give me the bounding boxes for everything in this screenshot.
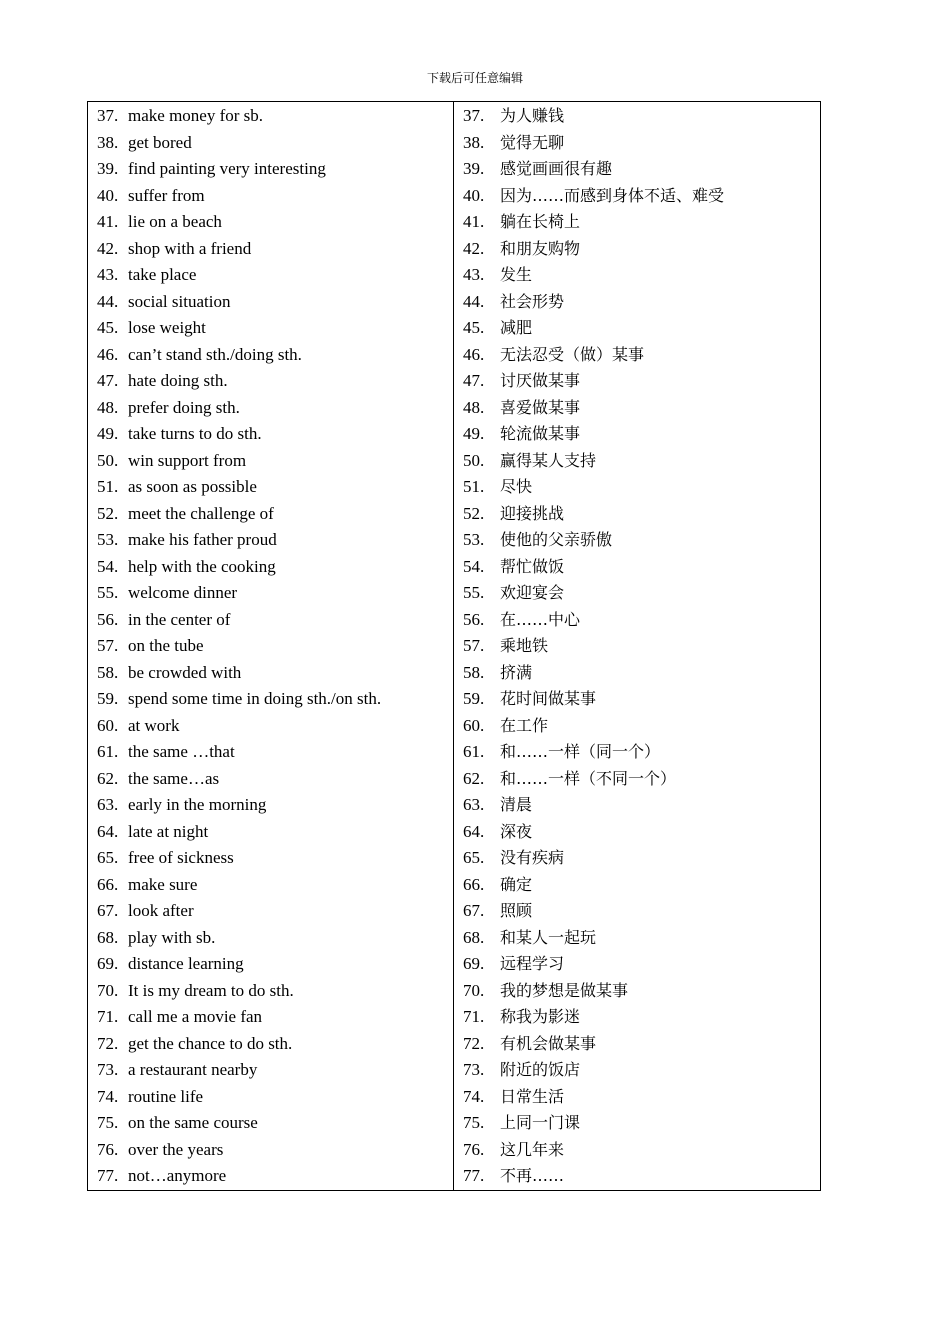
item-number: 73. xyxy=(463,1060,485,1079)
chinese-translation-row xyxy=(463,130,820,157)
item-text: in the center of xyxy=(128,609,231,629)
chinese-translation-row xyxy=(463,739,820,766)
english-phrase-row xyxy=(97,209,453,236)
item-text: 花时间做某事 xyxy=(500,689,597,708)
item-text: be crowded with xyxy=(128,662,242,682)
english-phrase-row xyxy=(97,421,453,448)
item-text: 使他的父亲骄傲 xyxy=(500,530,613,549)
item-text: 和某人一起玩 xyxy=(500,927,597,947)
item-number: 59. xyxy=(97,689,119,708)
item-number: 46. xyxy=(97,344,119,364)
english-phrase-row xyxy=(97,130,453,157)
english-phrase-row xyxy=(97,580,453,607)
item-number: 40. xyxy=(463,185,485,205)
item-text: distance learning xyxy=(128,954,244,973)
english-phrase-row xyxy=(97,1110,453,1137)
item-text: 挤满 xyxy=(500,662,533,682)
item-number: 43. xyxy=(97,265,119,284)
item-text: free of sickness xyxy=(128,848,234,867)
item-number: 37. xyxy=(97,106,119,125)
item-text: 这几年来 xyxy=(500,1139,565,1159)
item-text: 躺在长椅上 xyxy=(500,212,581,231)
english-phrase-row xyxy=(97,607,453,634)
item-text: 和朋友购物 xyxy=(500,238,581,258)
item-number: 69. xyxy=(97,954,119,973)
chinese-translation-row xyxy=(463,951,820,978)
item-number: 42. xyxy=(97,238,119,258)
item-number: 77. xyxy=(97,1166,119,1185)
item-number: 51. xyxy=(97,477,119,496)
item-number: 70. xyxy=(463,980,485,1000)
item-number: 58. xyxy=(97,662,119,682)
item-number: 50. xyxy=(463,450,485,470)
english-phrase-row xyxy=(97,739,453,766)
item-text: 感觉画画很有趣 xyxy=(500,159,613,178)
chinese-translation-row xyxy=(463,898,820,925)
item-text: 和……一样（同一个） xyxy=(500,742,661,761)
english-phrase-row xyxy=(97,872,453,899)
item-number: 68. xyxy=(463,927,485,947)
item-number: 55. xyxy=(463,583,485,602)
item-number: 38. xyxy=(97,132,119,152)
item-number: 67. xyxy=(97,901,119,920)
chinese-translation-row xyxy=(463,1110,820,1137)
english-phrase-row xyxy=(97,183,453,210)
item-text: 减肥 xyxy=(500,318,533,337)
chinese-translation-row xyxy=(463,1084,820,1111)
chinese-translation-row xyxy=(463,607,820,634)
item-text: look after xyxy=(128,901,194,920)
item-text: 清晨 xyxy=(500,795,533,814)
item-text: 远程学习 xyxy=(500,954,565,973)
item-text: shop with a friend xyxy=(128,238,252,258)
item-text: get the chance to do sth. xyxy=(128,1033,293,1053)
item-text: 无法忍受（做）某事 xyxy=(500,344,645,364)
english-phrase-row xyxy=(97,1004,453,1031)
english-phrase-row xyxy=(97,1137,453,1164)
chinese-translation-row xyxy=(463,368,820,395)
english-phrase-row xyxy=(97,792,453,819)
item-number: 62. xyxy=(97,768,119,788)
item-number: 75. xyxy=(97,1113,119,1132)
english-phrase-row xyxy=(97,925,453,952)
chinese-translation-row xyxy=(463,580,820,607)
item-text: routine life xyxy=(128,1086,204,1106)
item-number: 57. xyxy=(463,636,485,655)
chinese-translation-row xyxy=(463,236,820,263)
english-phrase-row xyxy=(97,845,453,872)
item-text: prefer doing sth. xyxy=(128,397,240,417)
item-number: 47. xyxy=(463,371,485,390)
chinese-translation-row xyxy=(463,978,820,1005)
chinese-translation-row xyxy=(463,554,820,581)
item-number: 45. xyxy=(97,318,119,337)
item-number: 40. xyxy=(97,185,119,205)
item-text: welcome dinner xyxy=(128,583,238,602)
item-text: late at night xyxy=(128,821,209,841)
item-number: 61. xyxy=(463,742,485,761)
item-number: 65. xyxy=(463,848,485,867)
item-text: 深夜 xyxy=(500,821,533,841)
item-number: 47. xyxy=(97,371,119,390)
item-text: 社会形势 xyxy=(500,291,565,311)
item-number: 37. xyxy=(463,106,485,125)
item-number: 75. xyxy=(463,1113,485,1132)
chinese-translation-row xyxy=(463,289,820,316)
item-number: 41. xyxy=(463,212,485,231)
english-phrase-row xyxy=(97,448,453,475)
english-phrase-row xyxy=(97,315,453,342)
chinese-translation-row xyxy=(463,342,820,369)
chinese-translation-row xyxy=(463,262,820,289)
item-text: 有机会做某事 xyxy=(500,1033,597,1053)
item-text: the same…as xyxy=(128,768,220,788)
item-number: 43. xyxy=(463,265,485,284)
chinese-translation-row xyxy=(463,395,820,422)
english-phrase-row xyxy=(97,368,453,395)
item-text: suffer from xyxy=(128,185,205,205)
item-number: 68. xyxy=(97,927,119,947)
english-phrase-row xyxy=(97,554,453,581)
item-text: 因为……而感到身体不适、难受 xyxy=(500,185,725,205)
item-text: hate doing sth. xyxy=(128,371,228,390)
english-phrase-row xyxy=(97,898,453,925)
chinese-translation-row xyxy=(463,819,820,846)
english-phrase-row xyxy=(97,766,453,793)
item-text: 没有疾病 xyxy=(500,848,565,867)
chinese-translation-row xyxy=(463,103,820,130)
item-text: 称我为影迷 xyxy=(500,1007,581,1026)
item-text: the same …that xyxy=(128,742,235,761)
item-text: 我的梦想是做某事 xyxy=(500,980,629,1000)
item-number: 60. xyxy=(463,715,485,735)
item-text: win support from xyxy=(128,450,247,470)
english-phrase-row xyxy=(97,236,453,263)
item-text: early in the morning xyxy=(128,795,267,814)
item-number: 51. xyxy=(463,477,485,496)
item-text: 在工作 xyxy=(500,715,549,735)
item-number: 64. xyxy=(97,821,119,841)
english-phrase-row xyxy=(97,527,453,554)
item-text: make his father proud xyxy=(128,530,277,549)
vocabulary-table xyxy=(87,101,821,1191)
english-phrase-row xyxy=(97,819,453,846)
item-text: 迎接挑战 xyxy=(500,503,565,523)
english-phrase-row xyxy=(97,1163,453,1190)
english-phrase-row xyxy=(97,395,453,422)
item-text: It is my dream to do sth. xyxy=(128,980,294,1000)
english-phrase-row xyxy=(97,1057,453,1084)
item-text: help with the cooking xyxy=(128,556,276,576)
item-text: a restaurant nearby xyxy=(128,1060,258,1079)
item-number: 52. xyxy=(97,503,119,523)
item-number: 66. xyxy=(97,874,119,894)
item-number: 76. xyxy=(463,1139,485,1159)
item-text: make sure xyxy=(128,874,198,894)
chinese-translation-row xyxy=(463,792,820,819)
item-text: call me a movie fan xyxy=(128,1007,263,1026)
item-number: 38. xyxy=(463,132,485,152)
english-phrase-row xyxy=(97,474,453,501)
item-number: 55. xyxy=(97,583,119,602)
item-number: 61. xyxy=(97,742,119,761)
item-number: 72. xyxy=(97,1033,119,1053)
item-text: play with sb. xyxy=(128,927,216,947)
english-phrase-row xyxy=(97,156,453,183)
item-number: 52. xyxy=(463,503,485,523)
chinese-translation-row xyxy=(463,686,820,713)
item-text: 在……中心 xyxy=(500,609,581,629)
item-text: at work xyxy=(128,715,180,735)
item-number: 41. xyxy=(97,212,119,231)
item-text: take place xyxy=(128,265,197,284)
item-number: 65. xyxy=(97,848,119,867)
item-text: over the years xyxy=(128,1139,224,1159)
item-number: 64. xyxy=(463,821,485,841)
item-text: lie on a beach xyxy=(128,212,222,231)
item-text: take turns to do sth. xyxy=(128,424,262,443)
chinese-translation-row xyxy=(463,421,820,448)
chinese-translation-row xyxy=(463,1163,820,1190)
chinese-translation-row xyxy=(463,872,820,899)
item-text: 讨厌做某事 xyxy=(500,371,581,390)
item-text: can’t stand sth./doing sth. xyxy=(128,344,302,364)
english-phrase-row xyxy=(97,262,453,289)
english-phrase-row xyxy=(97,713,453,740)
item-text: on the tube xyxy=(128,636,204,655)
chinese-translation-row xyxy=(463,845,820,872)
english-phrase-row xyxy=(97,501,453,528)
chinese-translation-row xyxy=(463,1004,820,1031)
item-text: 尽快 xyxy=(500,477,533,496)
english-phrase-row xyxy=(97,951,453,978)
item-number: 73. xyxy=(97,1060,119,1079)
item-text: 确定 xyxy=(500,874,533,894)
item-number: 71. xyxy=(97,1007,119,1026)
english-phrase-row xyxy=(97,289,453,316)
english-phrase-row xyxy=(97,633,453,660)
chinese-translation-row xyxy=(463,1031,820,1058)
english-phrase-row xyxy=(97,1084,453,1111)
item-number: 72. xyxy=(463,1033,485,1053)
chinese-translation-row xyxy=(463,209,820,236)
chinese-translation-row xyxy=(463,925,820,952)
item-number: 54. xyxy=(97,556,119,576)
item-number: 60. xyxy=(97,715,119,735)
item-text: 赢得某人支持 xyxy=(500,450,597,470)
english-phrase-row xyxy=(97,978,453,1005)
chinese-translation-row xyxy=(463,183,820,210)
chinese-translations-column xyxy=(454,102,820,1190)
item-text: 发生 xyxy=(500,265,533,284)
item-number: 77. xyxy=(463,1166,485,1185)
item-text: 喜爱做某事 xyxy=(500,397,581,417)
item-text: lose weight xyxy=(128,318,206,337)
chinese-translation-row xyxy=(463,633,820,660)
item-number: 57. xyxy=(97,636,119,655)
item-text: 不再…… xyxy=(500,1166,565,1185)
item-text: find painting very interesting xyxy=(128,159,326,178)
item-number: 71. xyxy=(463,1007,485,1026)
english-phrase-row xyxy=(97,342,453,369)
item-number: 67. xyxy=(463,901,485,920)
item-text: 照顾 xyxy=(500,901,533,920)
chinese-translation-row xyxy=(463,713,820,740)
english-phrases-column xyxy=(88,102,454,1190)
chinese-translation-row xyxy=(463,501,820,528)
item-number: 42. xyxy=(463,238,485,258)
item-number: 54. xyxy=(463,556,485,576)
item-text: 轮流做某事 xyxy=(500,424,581,443)
item-number: 39. xyxy=(97,159,119,178)
item-number: 76. xyxy=(97,1139,119,1159)
item-text: get bored xyxy=(128,132,192,152)
item-number: 53. xyxy=(97,530,119,549)
chinese-translation-row xyxy=(463,527,820,554)
chinese-translation-row xyxy=(463,315,820,342)
chinese-translation-row xyxy=(463,1137,820,1164)
item-number: 44. xyxy=(97,291,119,311)
chinese-translation-row xyxy=(463,1057,820,1084)
item-text: on the same course xyxy=(128,1113,258,1132)
item-text: 觉得无聊 xyxy=(500,132,565,152)
item-number: 44. xyxy=(463,291,485,311)
item-number: 66. xyxy=(463,874,485,894)
item-number: 49. xyxy=(463,424,485,443)
english-phrase-row xyxy=(97,103,453,130)
item-number: 50. xyxy=(97,450,119,470)
item-number: 53. xyxy=(463,530,485,549)
item-text: not…anymore xyxy=(128,1166,227,1185)
item-number: 62. xyxy=(463,768,485,788)
item-text: 欢迎宴会 xyxy=(500,583,565,602)
chinese-translation-row xyxy=(463,156,820,183)
item-number: 49. xyxy=(97,424,119,443)
item-text: 上同一门课 xyxy=(500,1113,581,1132)
item-text: social situation xyxy=(128,291,231,311)
item-text: 附近的饭店 xyxy=(500,1060,581,1079)
item-number: 48. xyxy=(97,397,119,417)
item-number: 69. xyxy=(463,954,485,973)
item-text: make money for sb. xyxy=(128,106,264,125)
item-number: 56. xyxy=(463,609,485,629)
chinese-translation-row xyxy=(463,766,820,793)
item-number: 48. xyxy=(463,397,485,417)
chinese-translation-row xyxy=(463,474,820,501)
item-text: as soon as possible xyxy=(128,477,257,496)
item-number: 56. xyxy=(97,609,119,629)
item-text: meet the challenge of xyxy=(128,503,274,523)
item-number: 70. xyxy=(97,980,119,1000)
item-number: 63. xyxy=(97,795,119,814)
item-text: 乘地铁 xyxy=(500,636,549,655)
page-header: 下载后可任意编辑 xyxy=(426,71,523,85)
item-number: 39. xyxy=(463,159,485,178)
chinese-translation-row xyxy=(463,448,820,475)
item-number: 46. xyxy=(463,344,485,364)
item-number: 63. xyxy=(463,795,485,814)
item-number: 45. xyxy=(463,318,485,337)
item-number: 74. xyxy=(97,1086,119,1106)
item-number: 58. xyxy=(463,662,485,682)
item-number: 59. xyxy=(463,689,485,708)
item-text: spend some time in doing sth./on sth. xyxy=(128,689,382,708)
english-phrase-row xyxy=(97,660,453,687)
english-phrase-row xyxy=(97,686,453,713)
item-number: 74. xyxy=(463,1086,485,1106)
chinese-translation-row xyxy=(463,660,820,687)
item-text: 日常生活 xyxy=(500,1086,565,1106)
item-text: 为人赚钱 xyxy=(500,106,565,125)
item-text: 和……一样（不同一个） xyxy=(500,768,677,788)
english-phrase-row xyxy=(97,1031,453,1058)
item-text: 帮忙做饭 xyxy=(500,556,565,576)
